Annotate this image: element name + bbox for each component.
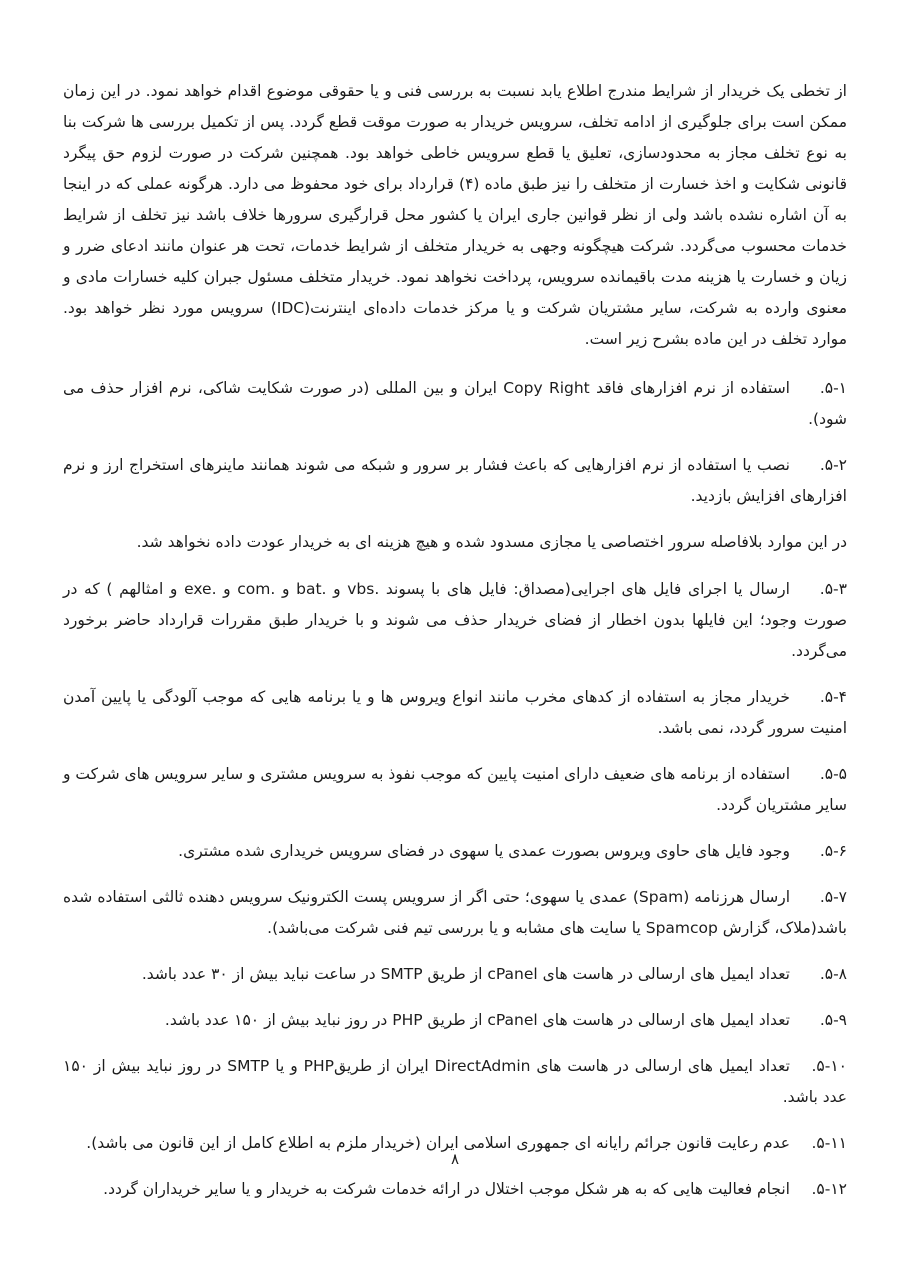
- list-item: [63, 759, 847, 821]
- page-number: ۸: [450, 1150, 460, 1168]
- item-number: ۵-۸.: [819, 965, 847, 983]
- list-item: [63, 959, 847, 990]
- item-text: تعداد ایمیل های ارسالی در هاست های DirectAdmin ایران از طریقPHP و یا SMTP در روز نباید بیش از ۱۵۰ عدد باشد.: [63, 1057, 847, 1106]
- intro-paragraph: از تخطی یک خریدار از شرایط مندرج اطلاع یابد نسبت به بررسی فنی و یا حقوقی موضوع اقدام خواهد نمود. در این زمان ممکن است برای جلوگیری از ادامه تخلف، سرویس خریدار به صورت موقت قطع گردد. پس از تکمیل بررسی ها شرکت بنا به نوع تخلف مجاز به محدودسازی، تعلیق یا قطع سرویس خاطی خواهد بود. همچنین شرکت در صورت لزوم حق پیگرد قانونی شکایت و اخذ خسارت از متخلف را نیز طبق ماده (۴) قرارداد برای خود محفوظ می دارد. هرگونه عملی که در اینجا به آن اشاره نشده باشد ولی از نظر قوانین جاری ایران یا کشور محل قرارگیری سرورها خلاف باشد نیز تخلف از شرایط خدمات محسوب می‌گردد. شرکت هیچگونه وجهی به خریدار متخلف از شرایط خدمات، تحت هر عنوان مانند ادعای ضرر و زیان و خسارت یا هزینه مدت باقیمانده سرویس، پرداخت نخواهد نمود. خریدار متخلف مسئول جبران کلیه خسارات مادی و معنوی وارده به شرکت، سایر مشتریان شرکت و یا مرکز خدمات داده‌ای اینترنت(IDC) سرویس مورد نظر خواهد بود. موارد تخلف در این ماده بشرح زیر است.: [63, 82, 847, 348]
- item-number: ۵-۱.: [819, 379, 847, 397]
- item-text: ارسال هرزنامه (Spam) عمدی یا سهوی؛ حتی اگر از سرویس پست الکترونیک سرویس دهنده ثالثی استفاده شده باشد(ملاک، گزارش Spamcop یا سایت های مشابه و یا بررسی تیم فنی شرکت می‌باشد).: [63, 888, 847, 937]
- item-text: انجام فعالیت هایی که به هر شکل موجب اختلال در ارائه خدمات شرکت به خریدار و یا سایر خریداران گردد.: [103, 1180, 790, 1198]
- item-number: ۵-۶.: [819, 842, 847, 860]
- item-text: استفاده از برنامه های ضعیف دارای امنیت پایین که موجب نفوذ به سرویس مشتری و سایر سرویس های شرکت و سایر مشتریان گردد.: [63, 765, 847, 814]
- item-number: ۵-۱۲.: [811, 1180, 847, 1198]
- list-item: [63, 836, 847, 867]
- item-number: ۵-۲.: [819, 456, 847, 474]
- item-text: نصب یا استفاده از نرم افزارهایی که باعث فشار بر سرور و شبکه می شوند همانند ماینرهای استخراج ارز و نرم افزارهای افزایش بازدید.: [63, 456, 847, 505]
- item-text: عدم رعایت قانون جرائم رایانه ای جمهوری اسلامی ایران (خریدار ملزم به اطلاع کامل از این قانون می باشد).: [86, 1134, 790, 1152]
- item-number: ۵-۴.: [819, 688, 847, 706]
- item-text: استفاده از نرم افزارهای فاقد Copy Right ایران و بین المللی (در صورت شکایت شاکی، نرم افزار حذف می شود).: [63, 379, 847, 428]
- item-number: ۵-۱۱.: [811, 1134, 847, 1152]
- item-number: ۵-۹.: [819, 1011, 847, 1029]
- item-number: ۵-۳.: [819, 580, 847, 598]
- item-number: ۵-۱۰.: [811, 1057, 847, 1075]
- item-text: وجود فایل های حاوی ویروس بصورت عمدی یا سهوی در فضای سرویس خریداری شده مشتری.: [178, 842, 790, 860]
- item-text: تعداد ایمیل های ارسالی در هاست های cPanel از طریق PHP در روز نباید بیش از ۱۵۰ عدد باشد.: [164, 1011, 790, 1029]
- list-item: [63, 1005, 847, 1036]
- list-item: [63, 882, 847, 944]
- item-text: خریدار مجاز به استفاده از کدهای مخرب مانند انواع ویروس ها و یا برنامه هایی که موجب آلودگی یا پایین آمدن امنیت سرور گردد، نمی باشد.: [63, 688, 847, 737]
- list-item: [63, 1174, 847, 1205]
- list-item: [63, 574, 847, 667]
- list-item: [63, 450, 847, 512]
- item-text: ارسال یا اجرای فایل های اجرایی(مصداق: فایل های با پسوند .vbs و .bat و .com و .exe و امثالهم ) که در صورت وجود؛ این فایلها بدون اخطار از فضای خریدار حذف می شوند و با خریدار طبق مقررات قرارداد حاضر برخورد می‌گردد.: [63, 580, 847, 660]
- item-number: ۵-۷.: [819, 888, 848, 906]
- note-paragraph: در این موارد بلافاصله سرور اختصاصی یا مجازی مسدود شده و هیچ هزینه ای به خریدار عودت داده نخواهد شد.: [136, 533, 847, 551]
- item-number: ۵-۵.: [819, 765, 847, 783]
- list-item: [63, 682, 847, 744]
- item-text: تعداد ایمیل های ارسالی در هاست های cPanel از طریق SMTP در ساعت نباید بیش از ۳۰ عدد باشد.: [141, 965, 790, 983]
- list-item: [63, 1051, 847, 1113]
- list-item: [63, 373, 847, 435]
